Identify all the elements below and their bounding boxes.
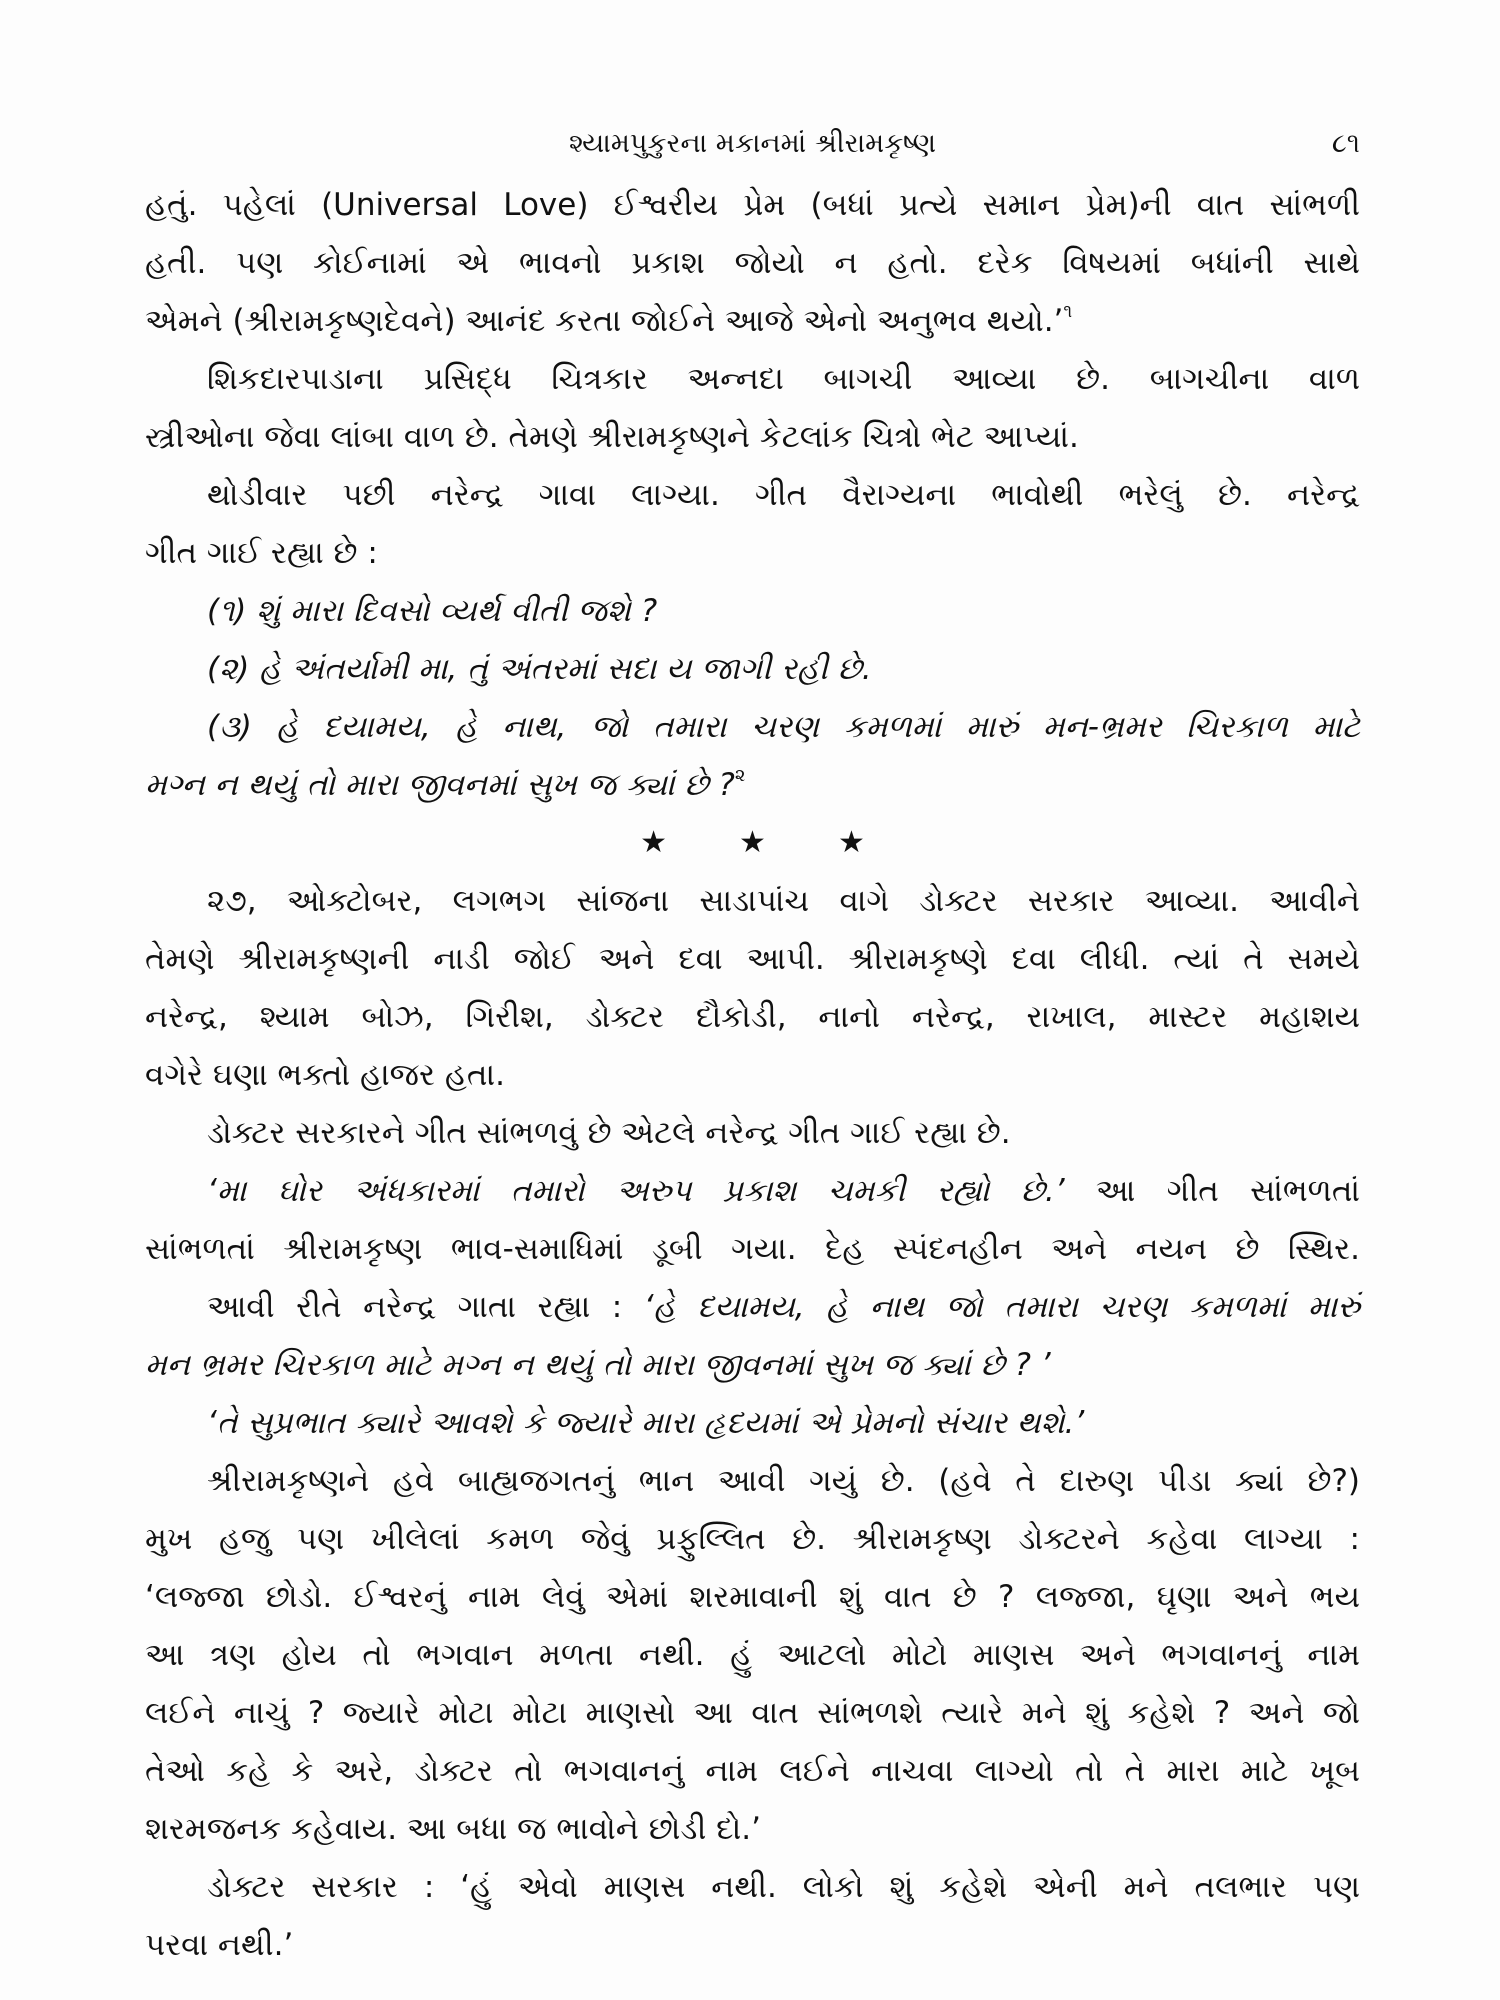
text-segment: મુખ હજુ પણ ખીલેલાં કમળ જેવું પ્રફુલ્લિત છે. શ્રીરામકૃષ્ણ ડોક્ટરને કહેવા લાગ્યા : — [145, 1521, 1360, 1557]
quoted-text: મગ્ન ન થયું તો મારા જીવનમાં સુખ જ ક્યાં છે ? — [145, 767, 735, 803]
text-segment: તેમણે શ્રીરામકૃષ્ણની નાડી જોઈ અને દવા આપી. શ્રીરામકૃષ્ણે દવા લીધી. ત્યાં તે સમયે — [145, 941, 1360, 977]
text-segment: શ્રીરામકૃષ્ણને હવે બાહ્યજગતનું ભાન આવી ગયું છે. (હવે તે દારુણ પીડા ક્યાં છે?) — [207, 1463, 1360, 1499]
text-line — [145, 176, 1360, 234]
star-icon: ★ — [640, 825, 668, 860]
text-segment: ડોક્ટર સરકારને ગીત સાંભળવું છે એટલે નરેન્દ્ર ગીત ગાઈ રહ્યા છે. — [207, 1115, 1011, 1151]
text-line — [145, 1800, 1360, 1858]
text-line — [145, 1684, 1360, 1742]
text-segment: હતું. પહેલાં (Universal Love) ઈશ્વરીય પ્રેમ (બધાં પ્રત્યે સમાન પ્રેમ)ની વાત સાંભળી — [145, 187, 1360, 223]
text-segment: ‘લજ્જા છોડો. ઈશ્વરનું નામ લેવું એમાં શરમાવાની શું વાત છે ? લજ્જા, ઘૃણા અને ભય — [145, 1579, 1360, 1615]
text-line — [145, 1626, 1360, 1684]
text-line — [145, 1046, 1360, 1104]
text-line — [145, 698, 1360, 756]
text-segment: ૨૭, ઓક્ટોબર, લગભગ સાંજના સાડાપાંચ વાગે ડોક્ટર સરકાર આવ્યા. આવીને — [207, 883, 1360, 919]
text-segment: ડોક્ટર સરકાર : ‘હું એવો માણસ નથી. લોકો શું કહેશે એની મને તલભાર પણ — [207, 1869, 1360, 1905]
text-line — [145, 408, 1360, 466]
quoted-text: (૨) હે અંતર્યામી મા, તું અંતરમાં સદા ય જાગી રહી છે. — [207, 651, 872, 687]
quoted-text: ‘હે દયામય, હે નાથ જો તમારા ચરણ કમળમાં મારું — [643, 1289, 1360, 1325]
quoted-text: ‘મા ઘોર અંધકારમાં તમારો અરુપ પ્રકાશ ચમકી રહ્યો છે.’ — [207, 1173, 1065, 1209]
text-line — [145, 930, 1360, 988]
text-line — [145, 1742, 1360, 1800]
text-line — [145, 234, 1360, 292]
quoted-text: (૩) હે દયામય, હે નાથ, જો તમારા ચરણ કમળમાં મારું મન-ભ્રમર ચિરકાળ માટે — [207, 709, 1360, 745]
text-line — [145, 1162, 1360, 1220]
footnote-marker: ૧ — [1063, 301, 1073, 322]
section-divider-stars — [145, 814, 1360, 872]
text-line — [145, 1220, 1360, 1278]
footnote-marker: ૨ — [734, 765, 746, 786]
text-segment: થોડીવાર પછી નરેન્દ્ર ગાવા લાગ્યા. ગીત વૈરાગ્યના ભાવોથી ભરેલું છે. નરેન્દ્ર — [207, 477, 1360, 513]
text-segment: પરવા નથી.’ — [145, 1927, 294, 1963]
star-icon: ★ — [739, 825, 766, 860]
chapter-title: શ્યામપુકુરના મકાનમાં શ્રીરામકૃષ્ણ — [568, 128, 937, 159]
star-icon: ★ — [837, 825, 865, 860]
text-line — [145, 350, 1360, 408]
text-line — [145, 1394, 1360, 1452]
quoted-text: (૧) શું મારા દિવસો વ્યર્થ વીતી જશે ? — [207, 593, 658, 629]
text-line — [145, 466, 1360, 524]
text-segment: એમને (શ્રીરામકૃષ્ણદેવને) આનંદ કરતા જોઈને આજે એનો અનુભવ થયો.’ — [145, 303, 1064, 339]
text-segment: લઈને નાચું ? જ્યારે મોટા મોટા માણસો આ વાત સાંભળશે ત્યારે મને શું કહેશે ? અને જો — [145, 1695, 1360, 1731]
text-line — [145, 1104, 1360, 1162]
text-segment: વગેરે ઘણા ભક્તો હાજર હતા. — [145, 1057, 505, 1093]
text-segment: હતી. પણ કોઈનામાં એ ભાવનો પ્રકાશ જોયો ન હતો. દરેક વિષયમાં બધાંની સાથે — [145, 245, 1360, 281]
text-line — [145, 1336, 1360, 1394]
quoted-text: ‘તે સુપ્રભાત ક્યારે આવશે કે જ્યારે મારા હૃદયમાં એ પ્રેમનો સંચાર થશે.’ — [207, 1405, 1085, 1441]
text-line — [145, 524, 1360, 582]
text-segment: સાંભળતાં શ્રીરામકૃષ્ણ ભાવ-સમાધિમાં ડૂબી ગયા. દેહ સ્પંદનહીન અને નયન છે સ્થિર. — [145, 1231, 1360, 1267]
text-segment: સ્ત્રીઓના જેવા લાંબા વાળ છે. તેમણે શ્રીરામકૃષ્ણને કેટલાંક ચિત્રો ભેટ આપ્યાં. — [145, 419, 1079, 455]
text-line — [145, 756, 1360, 814]
text-line — [145, 640, 1360, 698]
text-segment: નરેન્દ્ર, શ્યામ બોઝ, ગિરીશ, ડોક્ટર દૌકોડી, નાનો નરેન્દ્ર, રાખાલ, માસ્ટર મહાશય — [145, 999, 1360, 1035]
text-line — [145, 1916, 1360, 1974]
text-segment: આ ત્રણ હોય તો ભગવાન મળતા નથી. હું આટલો મોટો માણસ અને ભગવાનનું નામ — [145, 1637, 1360, 1673]
page-body — [145, 176, 1360, 1974]
text-segment: આવી રીતે નરેન્દ્ર ગાતા રહ્યા : — [207, 1289, 644, 1325]
text-line — [145, 988, 1360, 1046]
text-line — [145, 1278, 1360, 1336]
text-segment: ગીત ગાઈ રહ્યા છે : — [145, 535, 378, 571]
text-segment: તેઓ કહે કે અરે, ડોક્ટર તો ભગવાનનું નામ લઈને નાચવા લાગ્યો તો તે મારા માટે ખૂબ — [145, 1753, 1360, 1789]
text-segment: શિકદારપાડાના પ્રસિદ્ધ ચિત્રકાર અન્નદા બાગચી આવ્યા છે. બાગચીના વાળ — [207, 361, 1360, 397]
text-line — [145, 1510, 1360, 1568]
text-segment: આ ગીત સાંભળતાં — [1064, 1173, 1360, 1209]
text-line — [145, 1858, 1360, 1916]
quoted-text: મન ભ્રમર ચિરકાળ માટે મગ્ન ન થયું તો મારા જીવનમાં સુખ જ ક્યાં છે ? ’ — [145, 1347, 1051, 1383]
text-line — [145, 1568, 1360, 1626]
text-segment: શરમજનક કહેવાય. આ બધા જ ભાવોને છોડી દો.’ — [145, 1811, 761, 1847]
text-line — [145, 582, 1360, 640]
running-head — [145, 122, 1360, 172]
page-number: ૮૧ — [1331, 128, 1360, 159]
text-line — [145, 1452, 1360, 1510]
text-line — [145, 292, 1360, 350]
text-line — [145, 872, 1360, 930]
